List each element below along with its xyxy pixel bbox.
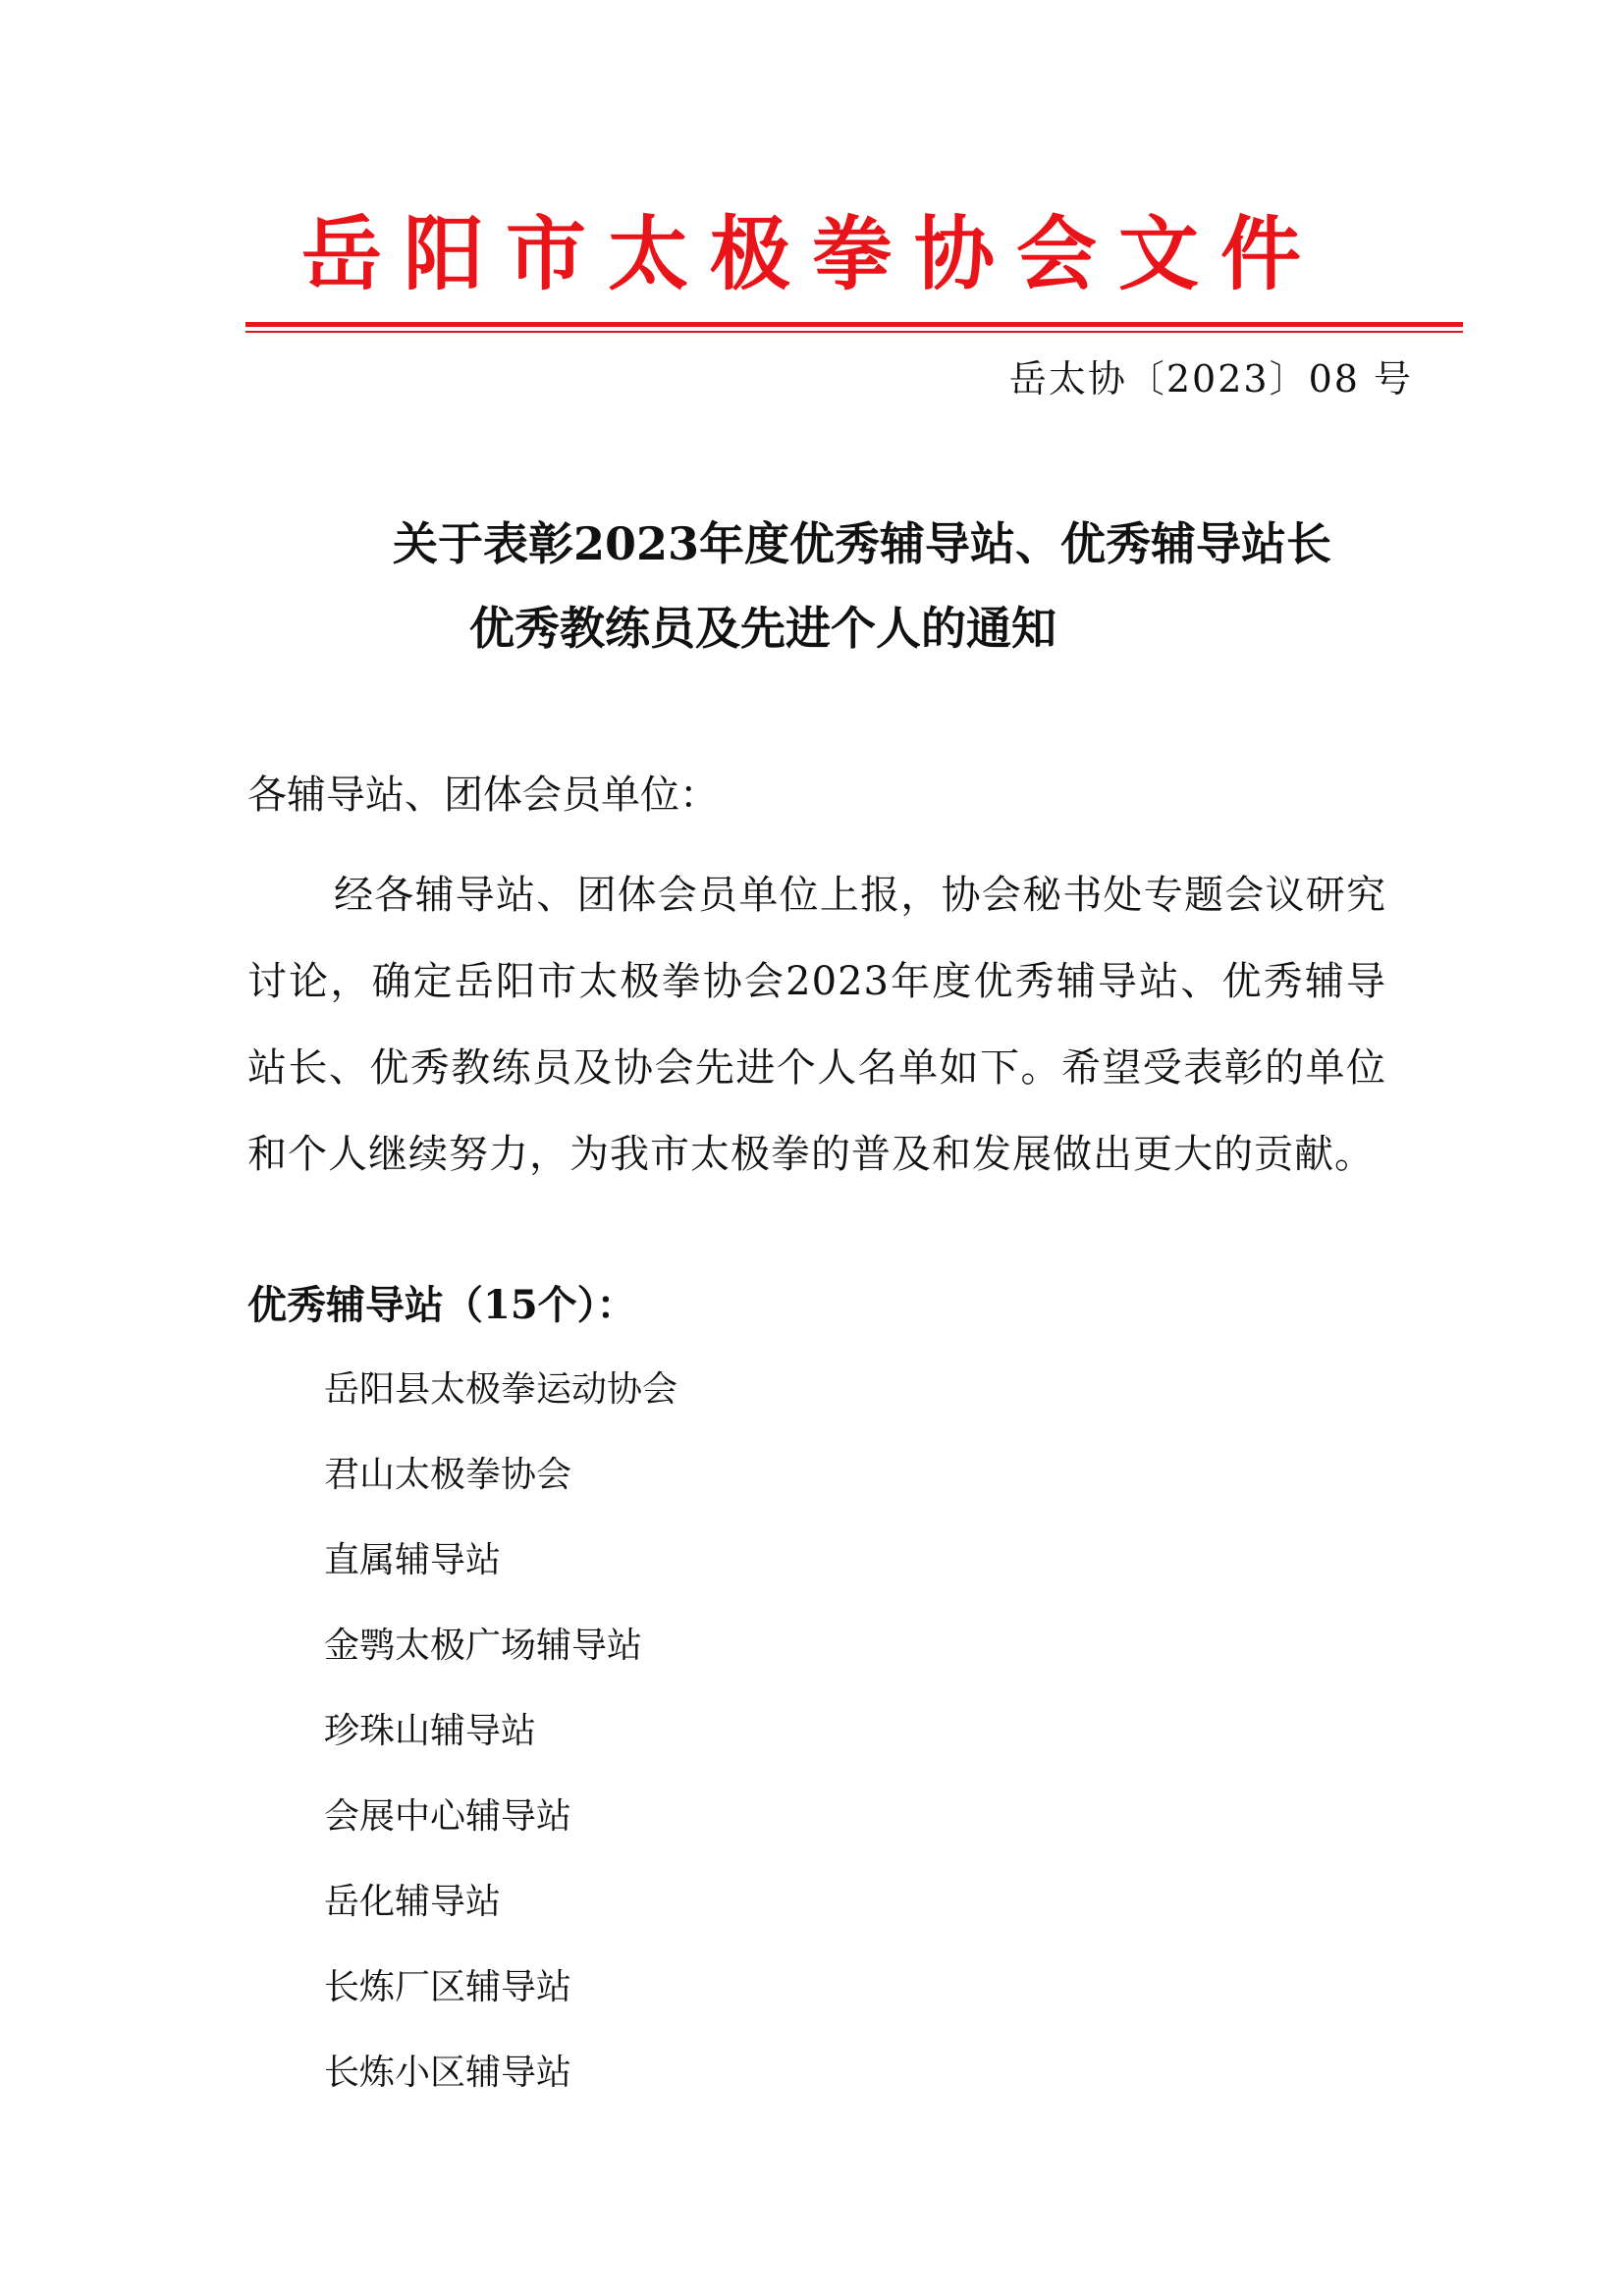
list-item: 会展中心辅导站 [324, 1796, 572, 1837]
list-item: 直属辅导站 [324, 1540, 502, 1580]
list-item: 岳阳县太极拳运动协会 [324, 1369, 678, 1410]
document-number: 岳太协〔2023〕08 号 [1008, 357, 1413, 400]
header-rule-thick [245, 322, 1463, 327]
list-item: 长炼厂区辅导站 [324, 1967, 572, 2007]
list-item: 珍珠山辅导站 [324, 1711, 537, 1751]
excellent-stations-list [324, 1364, 677, 2133]
excellent-stations-heading: 优秀辅导站（15个）： [247, 1282, 636, 1328]
org-header-title: 岳阳市太极拳协会文件 [300, 208, 1323, 301]
notice-title-line-2: 优秀教练员及先进个人的通知 [469, 602, 1056, 655]
list-item: 君山太极拳协会 [324, 1455, 572, 1495]
header-rule-thin [245, 331, 1463, 333]
list-item: 岳化辅导站 [324, 1882, 502, 1922]
notice-body-paragraph: 经各辅导站、团体会员单位上报，协会秘书处专题会议研究讨论，确定岳阳市太极拳协会2023年度优秀辅导站、优秀辅导站长、优秀教练员及协会先进个人名单如下。希望受表彰的单位和个人继续努力，为我市太极拳的普及和发展做出更大的贡献。 [247, 873, 1386, 1177]
list-item: 金鹗太极广场辅导站 [324, 1626, 643, 1666]
salutation: 各辅导站、团体会员单位： [247, 773, 719, 818]
notice-title-line-1: 关于表彰2023年度优秀辅导站、优秀辅导站长 [393, 517, 1332, 570]
list-item: 长炼小区辅导站 [324, 2053, 572, 2093]
